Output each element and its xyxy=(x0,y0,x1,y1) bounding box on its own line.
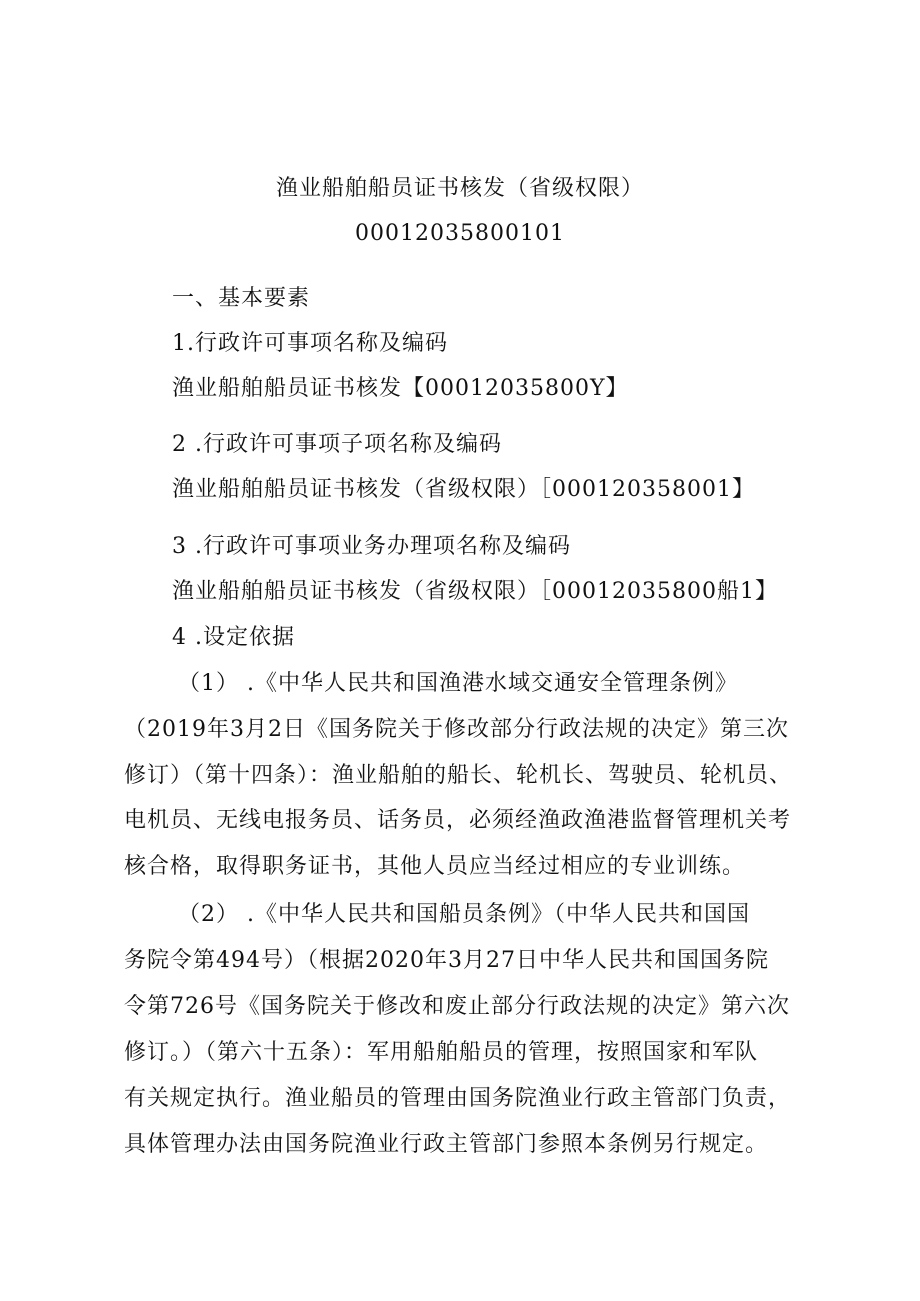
document-code: 00012035800101 xyxy=(355,221,565,246)
basis-2-line-3: 令第726号《国务院关于修改和废止部分行政法规的决定》第六次 xyxy=(124,994,790,1019)
basis-1-line-5: 核合格，取得职务证书，其他人员应当经过相应的专业训练。 xyxy=(124,854,746,879)
item-value-2: 渔业船舶船员证书核发（省级权限）［000120358001】 xyxy=(172,477,755,502)
basis-1-line-1: （1） .《中华人民共和国渔港水域交通安全管理条例》 xyxy=(178,671,738,696)
basis-2-line-1: （2） .《中华人民共和国船员条例》（中华人民共和国国 xyxy=(178,902,750,927)
item-heading-4: 4 .设定依据 xyxy=(172,625,295,650)
basis-1-line-4: 电机员、无线电报务员、话务员，必须经渔政渔港监督管理机关考 xyxy=(124,808,792,833)
basis-1-line-2: （2019年3月2日《国务院关于修改部分行政法规的决定》第三次 xyxy=(124,717,789,742)
basis-1-line-3: 修订）（第十四条）：渔业船舶的船长、轮机长、驾驶员、轮机员、 xyxy=(124,763,793,788)
basis-2-line-4: 修订。）（第六十五条）：军用船舶船员的管理，按照国家和军队 xyxy=(124,1040,759,1065)
basis-2-line-6: 具体管理办法由国务院渔业行政主管部门参照本条例另行规定。 xyxy=(124,1132,769,1157)
item-heading-3: 3 .行政许可事项业务办理项名称及编码 xyxy=(172,534,571,559)
basis-2-line-5: 有关规定执行。渔业船员的管理由国务院渔业行政主管部门负责， xyxy=(124,1086,792,1111)
item-heading-1: 1.行政许可事项名称及编码 xyxy=(172,331,448,356)
item-heading-2: 2 .行政许可事项子项名称及编码 xyxy=(172,432,502,457)
item-value-3: 渔业船舶船员证书核发（省级权限）［00012035800船1】 xyxy=(172,579,778,604)
item-value-1: 渔业船舶船员证书核发【00012035800Y】 xyxy=(172,376,629,401)
section-heading: 一、基本要素 xyxy=(172,286,311,311)
document-title: 渔业船舶船员证书核发（省级权限） xyxy=(275,176,644,201)
basis-2-line-2: 务院令第494号）（根据2020年3月27日中华人民共和国国务院 xyxy=(124,948,769,973)
